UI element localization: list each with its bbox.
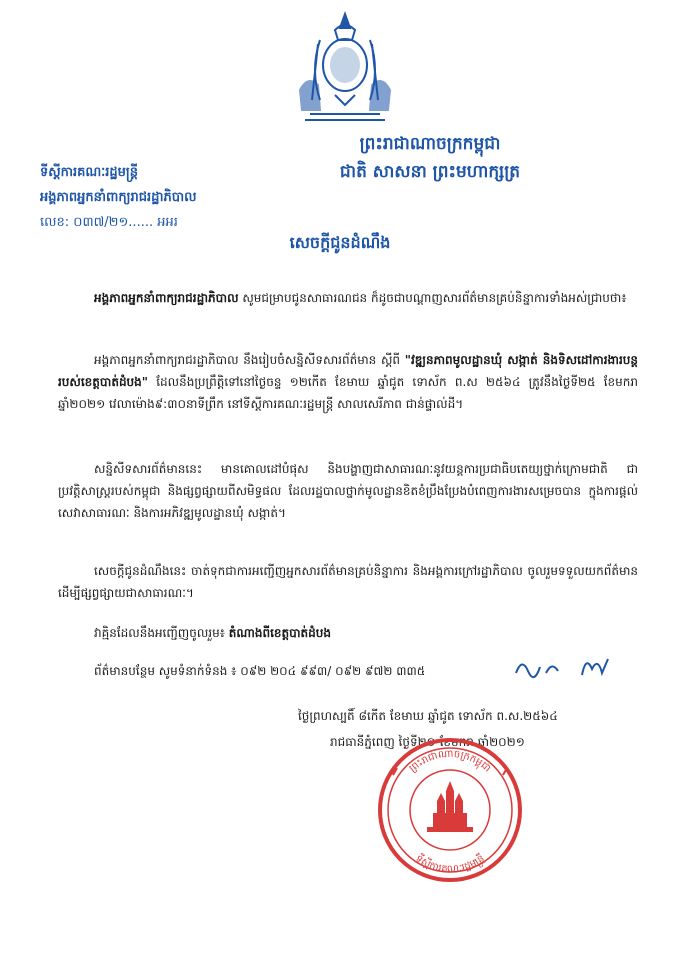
paragraph-intro — [58, 287, 638, 309]
handwritten-initials-icon — [512, 653, 622, 683]
event-topic: "វឌ្ឍនភាពមូលដ្ឋានឃុំ សង្កាត់ និងទិសដៅការងារបន្តរបស់ខេត្តបាត់ដំបង" — [58, 353, 639, 389]
guest-line — [58, 622, 638, 644]
seal-top-text: ព្រះរាជាណាចក្រកម្ពុជា — [407, 748, 493, 775]
ministry-name: ទីស្តីការគណៈរដ្ឋមន្ត្រី — [40, 165, 138, 180]
event-text-a: អង្គភាពអ្នកនាំពាក្យរាជរដ្ឋាភិបាល នឹងរៀបចំសន្និសីទសារព័ត៌មាន ស្តីពី — [94, 353, 405, 367]
contact-text: ព័ត៌មានបន្ថែម សូមទំនាក់ទំនង ៖ ០៩២ ២០៤ ៩៩៣/ ០៩២ ៩៧២ ៣៣៥ — [94, 664, 426, 678]
paragraph-invitation — [58, 560, 638, 604]
official-seal-icon — [375, 735, 525, 885]
kingdom-heading — [300, 130, 560, 186]
lunar-date: ថ្ងៃព្រហស្បតិ៍ ៨កើត ខែមាឃ ឆ្នាំជូត ទោស័ក ព.ស.២៥៦៤ — [298, 709, 558, 723]
unit-name: អង្គភាពអ្នកនាំពាក្យរាជរដ្ឋាភិបាល — [40, 190, 197, 205]
svg-text:ទីស្តីការគណៈរដ្ឋមន្ត្រី — [413, 851, 488, 875]
reference-number: លេខ: ០៣៧/២១...... អអរ — [40, 215, 178, 230]
solar-date: រាជធានីភ្នំពេញ ថ្ងៃទី២១ ខែមករា ឆ្នាំ២០២១ — [330, 735, 525, 749]
invitation-text: សេចក្តីជូនដំណឹងនេះ ចាត់ទុកជាការអញ្ជើញអ្នកសារព័ត៌មានគ្រប់និន្នាការ និងអង្គការក្រៅរដ្ឋាភិបាល ចូលរួមទទួលយកព័ត៌មាន ដើម្បីផ្សព្វផ្សាយជាសាធារណៈ។ — [58, 564, 638, 600]
guest-value: តំណាងពីខេត្តបាត់ដំបង — [228, 626, 332, 640]
paragraph-purpose — [58, 458, 638, 524]
event-text-b: ដែលនឹងប្រព្រឹត្តិទៅនៅថ្ងៃចន្ទ ១២កើត ខែមាឃ ឆ្នាំជូត ទោស័ក ព.ស ២៥៦៤ ត្រូវនឹងថ្ងៃទី២៥ ខែមករា ឆ្នាំ២០២១ វេលាម៉ោង៩:៣០នាទីព្រឹក នៅទីស្តីការគណៈរដ្ឋមន្ត្រី សាលសេរីភាព ជាន់ផ្ទាល់ដី។ — [58, 375, 638, 411]
royal-coat-of-arms-icon — [290, 10, 400, 125]
purpose-text: សន្និសីទសារព័ត៌មាននេះ មានគោលដៅបំផុស និងបង្ហាញជាសាធារណៈនូវយន្តការប្រជាធិបតេយ្យថ្នាក់ក្រោមជាតិ ជាប្រវត្តិសាស្ត្ររបស់កម្ពុជា និងផ្សព្វផ្សាយពីសមិទ្ធផល ដែលរដ្ឋបាលថ្នាក់មូលដ្ឋានខិតខំប្រឹងប្រែងបំពេញការងារសម្រេចបាន ក្នុងការផ្តល់សេវាសាធារណៈ និងការអភិវឌ្ឍមូលដ្ឋានឃុំ សង្កាត់។ — [58, 462, 638, 520]
unit-name-bold: អង្គភាពអ្នកនាំពាក្យរាជរដ្ឋាភិបាល — [94, 291, 239, 305]
kingdom-name: ព្រះរាជាណាចក្រកម្ពុជា — [359, 134, 501, 154]
intro-text: សូមជម្រាបជូនសាធារណជន ក៏ដូចជាបណ្តាញសារព័ត៌មានគ្រប់និន្នាការទាំងអស់ជ្រាបថា៖ — [238, 291, 627, 305]
issuing-office — [40, 160, 280, 235]
paragraph-event — [58, 349, 638, 415]
document-title: សេចក្តីជូនដំណឹង — [289, 233, 391, 252]
national-motto: ជាតិ សាសនា ព្រះមហាក្សត្រ — [339, 162, 521, 182]
guest-label: វាគ្មិនដែលនឹងអញ្ជើញចូលរួម៖ — [94, 626, 229, 640]
seal-bottom-text: ទីស្តីការគណៈរដ្ឋមន្ត្រី — [413, 853, 487, 876]
